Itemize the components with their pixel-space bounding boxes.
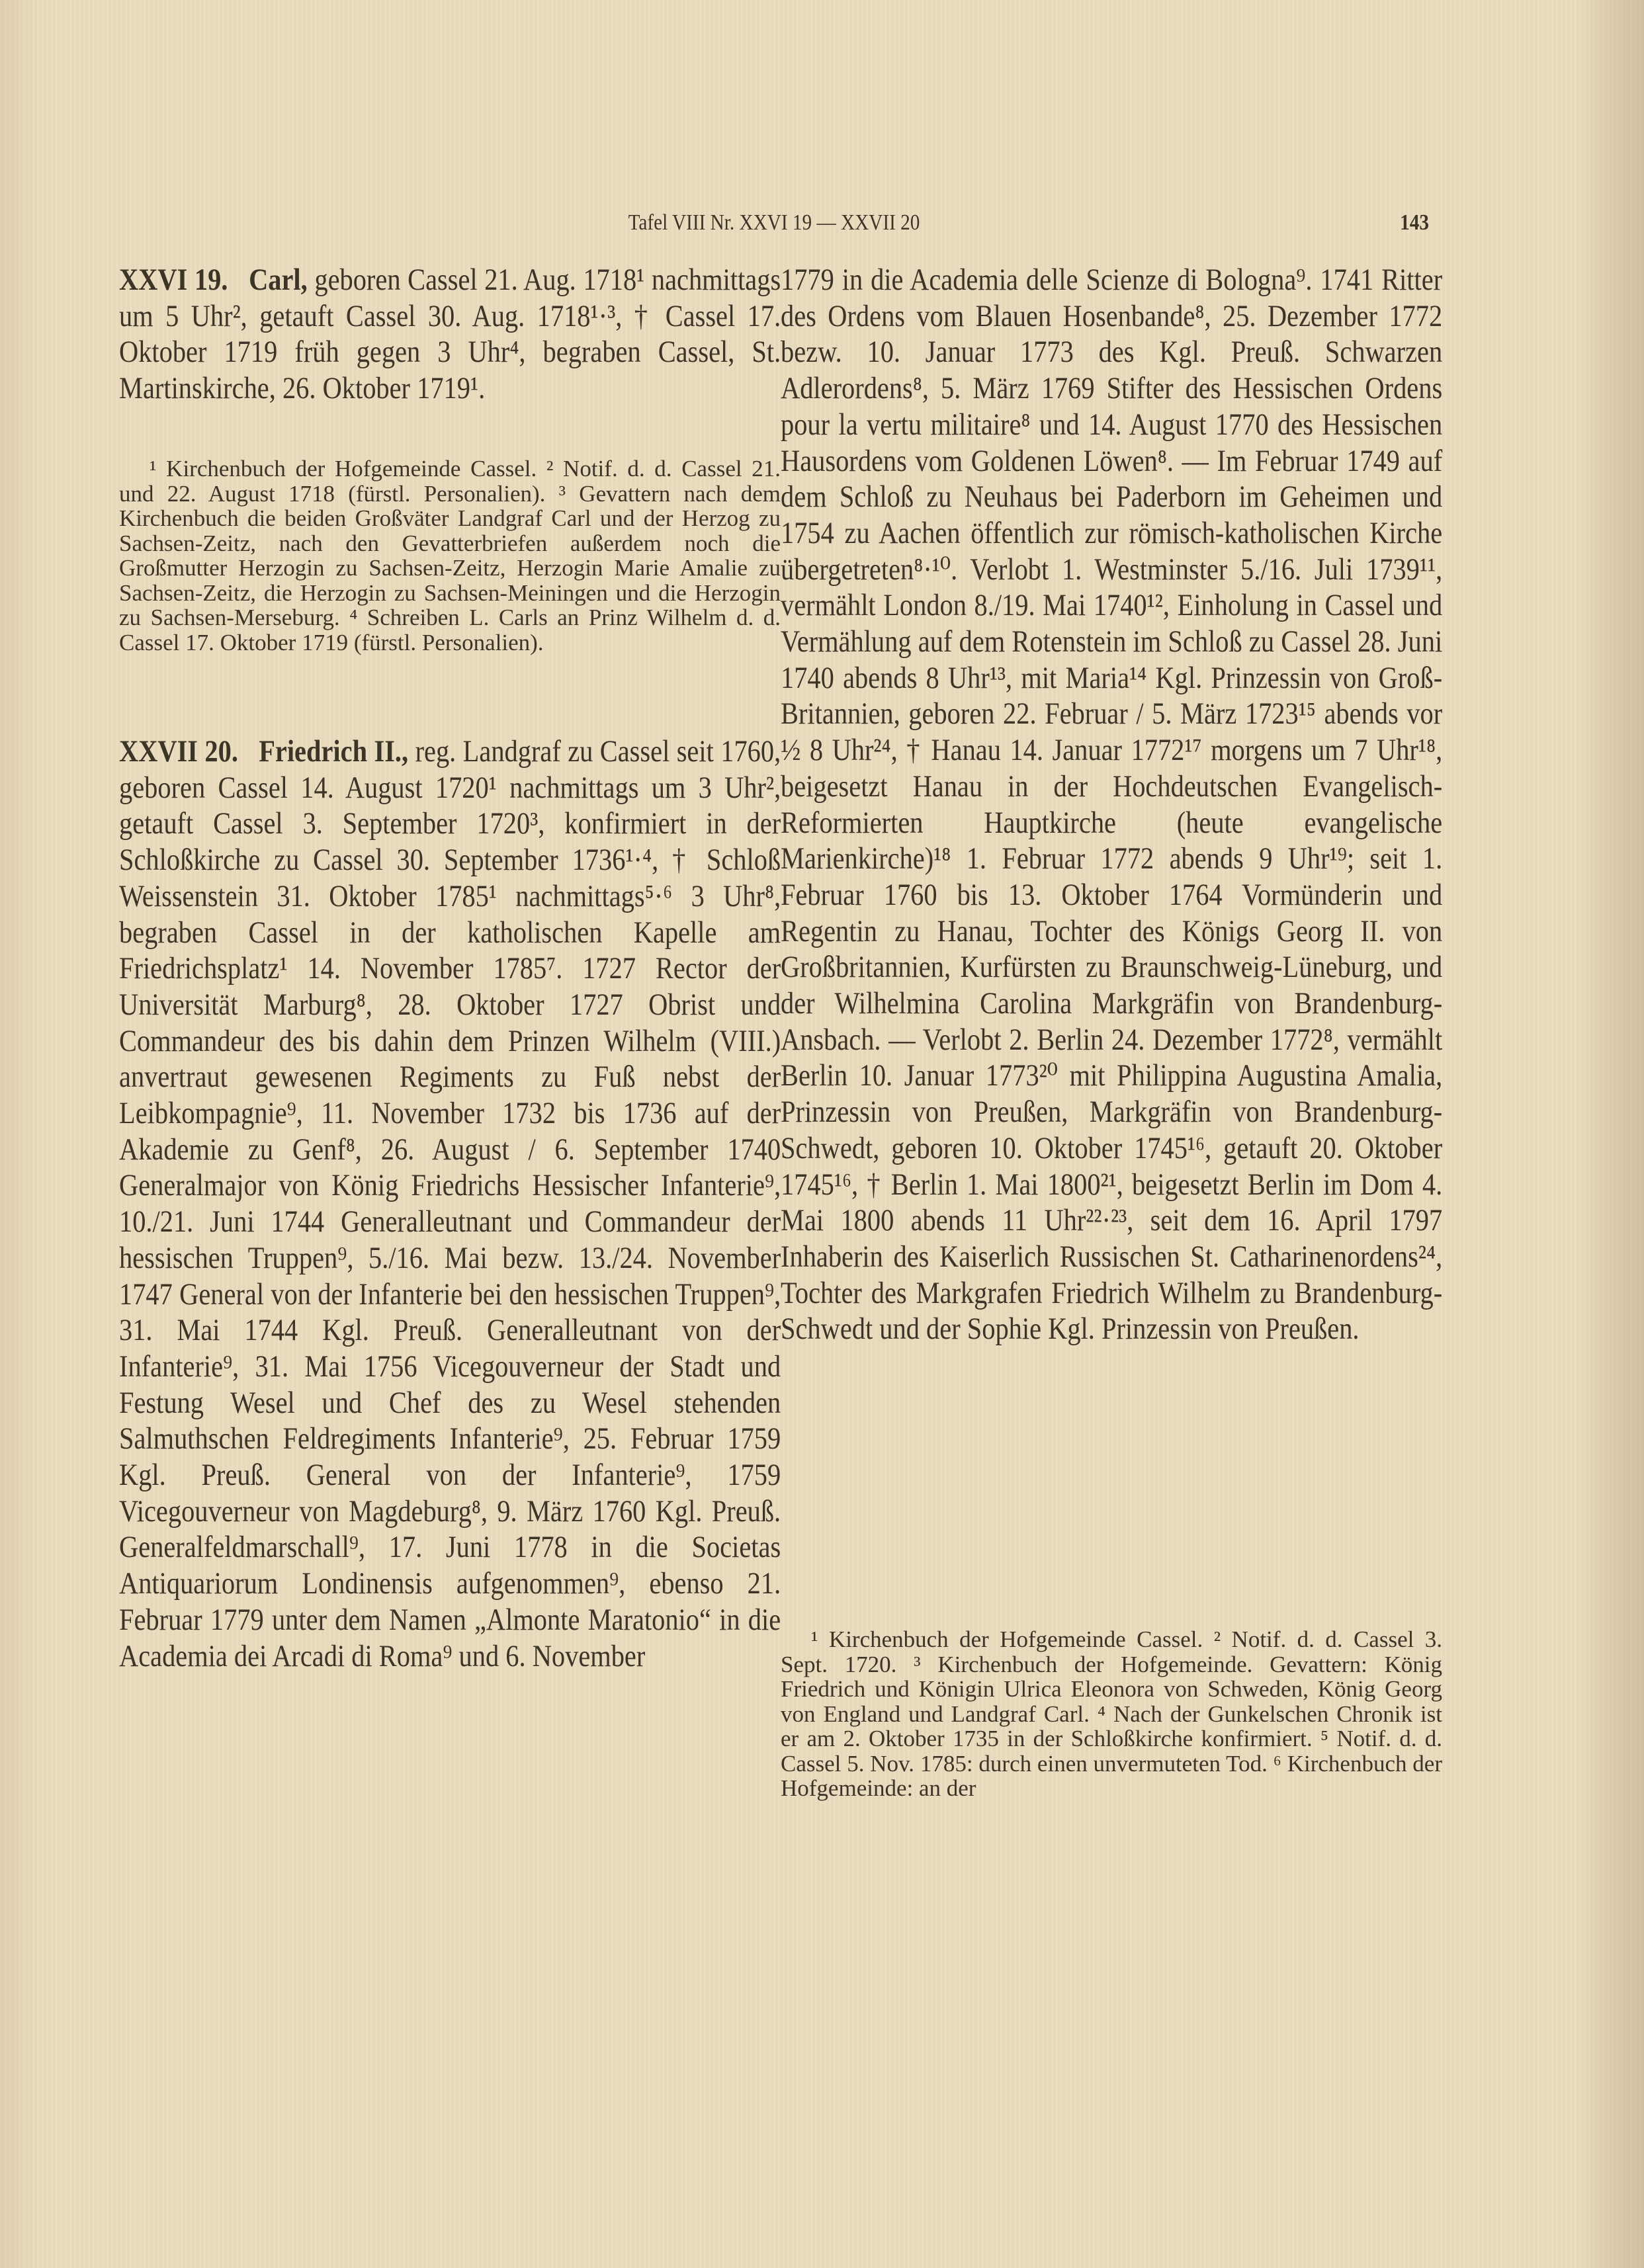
entry-id: XXVII 20. [119,734,238,769]
entry-text-right: 1779 in die Academia delle Scienze di Bologna⁹. 1741 Ritter des Ordens vom Blauen Hosenbande⁸, 25. Dezember 1772 bezw. 10. Januar 1773 des Kgl. Preuß. Schwarzen Adlerordens⁸, 5. März 1769 Stifter des Hessischen Ordens pour la vertu militaire⁸ und 14. August 1770 des Hessischen Hausordens vom Goldenen Löwen⁸. — Im Februar 1749 auf dem Schloß zu Neuhaus bei Paderborn im Geheimen und 1754 zu Aachen öffentlich zur römisch-katholischen Kirche übergetreten⁸·¹⁰. Verlobt 1. Westminster 5./16. Juli 1739¹¹, vermählt London 8./19. Mai 1740¹², Einholung in Cassel und Vermählung auf dem Rotenstein im Schloß zu Cassel 28. Juni 1740 abends 8 Uhr¹³, mit Maria¹⁴ Kgl. Prinzessin von Groß-Britannien, geboren 22. Februar / 5. März 1723¹⁵ abends vor ½ 8 Uhr²⁴, † Hanau 14. Januar 1772¹⁷ morgens um 7 Uhr¹⁸, beigesetzt Hanau in der Hochdeutschen Evangelisch-Reformierten Hauptkirche (heute evangelische Marienkirche)¹⁸ 1. Februar 1772 abends 9 Uhr¹⁹; seit 1. Februar 1760 bis 13. Oktober 1764 Vormünderin und Regentin zu Hanau, Tochter des Königs Georg II. von Großbritannien, Kurfürsten zu Braunschweig-Lüneburg, und der Wilhelmina Carolina Markgräfin von Brandenburg-Ansbach. — Verlobt 2. Berlin 24. Dezember 1772⁸, vermählt Berlin 10. Januar 1773²⁰ mit Philippina Augustina Amalia, Prinzessin von Preußen, Markgräfin von Brandenburg-Schwedt, geboren 10. Oktober 1745¹⁶, getauft 20. Oktober 1745¹⁶, † Berlin 1. Mai 1800²¹, beigesetzt Berlin im Dom 4. Mai 1800 abends 11 Uhr²²·²³, seit dem 16. April 1797 Inhaberin des Kaiserlich Russischen St. Catharinenordens²⁴, Tochter des Markgrafen Friedrich Wilhelm zu Brandenburg-Schwedt und der Sophie Kgl. Prinzessin von Preußen. [781,263,1443,1347]
entry-name: Carl, [249,263,308,297]
entry-xxvi-19 [119,262,781,407]
running-header [119,210,1429,239]
entry-text: geboren Cassel 21. Aug. 1718¹ nachmittags um 5 Uhr², getauft Cassel 30. Aug. 1718¹·³, † Cassel 17. Oktober 1719 früh gegen 3 Uhr⁴, begraben Cassel, St. Martinskirche, 26. Oktober 1719¹. [119,263,781,406]
entry-name: Friedrich II., [259,734,409,769]
footnotes-xxvii-20 [781,1627,1442,1801]
entry-body-continued [781,262,1442,1347]
entry-text-left: reg. Landgraf zu Cassel seit 1760, geboren Cassel 14. August 1720¹ nachmittags um 3 Uhr², getauft Cassel 3. September 1720³, konfirmiert in der Schloßkirche zu Cassel 30. September 1736¹·⁴, † Schloß Weissenstein 31. Oktober 1785¹ nachmittags⁵·⁶ 3 Uhr⁸, begraben Cassel in der katholischen Kapelle am Friedrichsplatz¹ 14. November 1785⁷. 1727 Rector der Universität Marburg⁸, 28. Oktober 1727 Obrist und Commandeur des bis dahin dem Prinzen Wilhelm (VIII.) anvertraut gewesenen Regiments zu Fuß nebst der Leibkompagnie⁹, 11. November 1732 bis 1736 auf der Akademie zu Genf⁸, 26. August / 6. September 1740 Generalmajor von König Friedrichs Hessischer Infanterie⁹, 10./21. Juni 1744 Generalleutnant und Commandeur der hessischen Truppen⁹, 5./16. Mai bezw. 13./24. November 1747 General von der Infanterie bei den hessischen Truppen⁹, 31. Mai 1744 Kgl. Preuß. Generalleutnant von der Infanterie⁹, 31. Mai 1756 Vicegouverneur der Stadt und Festung Wesel und Chef des zu Wesel stehenden Salmuthschen Feldregiments Infanterie⁹, 25. Februar 1759 Kgl. Preuß. General von der Infanterie⁹, 1759 Vicegouverneur von Magdeburg⁸, 9. März 1760 Kgl. Preuß. Generalfeldmarschall⁹, 17. Juni 1778 in die Societas Antiquariorum Londinensis aufgenommen⁹, ebenso 21. Februar 1779 unter dem Namen „Almonte Maratonio“ in die Academia dei Arcadi di Roma⁹ und 6. November [119,734,781,1673]
footnotes-xxvi-19 [119,456,781,655]
footnotes-text: ¹ Kirchenbuch der Hofgemeinde Cassel. ² Notif. d. d. Cassel 21. und 22. August 1718 (fürstl. Personalien). ³ Gevattern nach dem Kirchenbuch die beiden Großväter Landgraf Carl und der Herzog zu Sachsen-Zeitz, nach den Gevatterbriefen außerdem noch die Großmutter Herzogin zu Sachsen-Zeitz, Herzogin Marie Amalie zu Sachsen-Zeitz, die Herzogin zu Sachsen-Meiningen und die Herzogin zu Sachsen-Merseburg. ⁴ Schreiben L. Carls an Prinz Wilhelm d. d. Cassel 17. Oktober 1719 (fürstl. Personalien). [119,456,781,655]
entry-id: XXVI 19. [119,263,228,297]
page-number: 143 [1400,210,1429,235]
footnotes-text: ¹ Kirchenbuch der Hofgemeinde Cassel. ² Notif. d. d. Cassel 3. Sept. 1720. ³ Kirchenbuch der Hofgemeinde. Gevattern: König Friedrich und Königin Ulrica Eleonora von Schweden, König Georg von England und Landgraf Carl. ⁴ Nach der Gunkelschen Chronik ist er am 2. Oktober 1735 in der Schloßkirche konfirmiert. ⁵ Notif. d. d. Cassel 5. Nov. 1785: durch einen unvermuteten Tod. ⁶ Kirchenbuch der Hofgemeinde: an der [781,1626,1442,1801]
entry-xxvii-20 [119,734,781,1674]
entry-body [119,734,781,1674]
entry-xxvii-20-continued [781,262,1442,1347]
entry-body [119,262,781,407]
running-title: Tafel VIII Nr. XXVI 19 — XXVII 20 [628,210,920,235]
